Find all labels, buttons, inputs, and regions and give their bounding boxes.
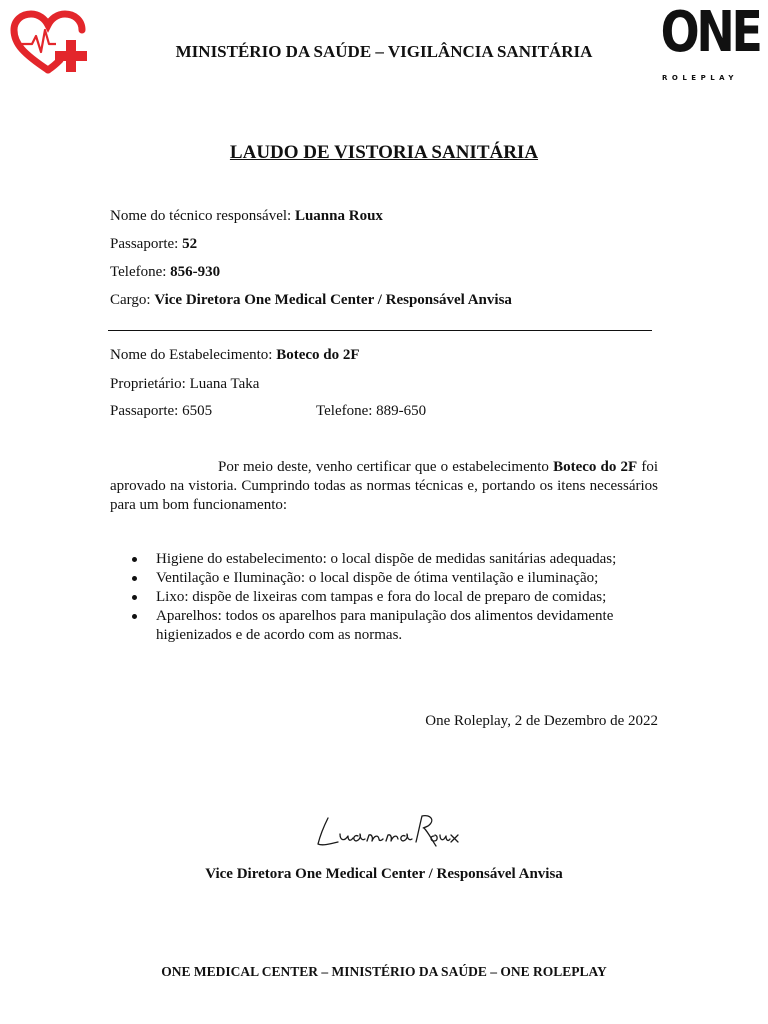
header-title: MINISTÉRIO DA SAÚDE – VIGILÂNCIA SANITÁRIA: [175, 42, 593, 61]
establishment-phone-value: 889-650: [376, 403, 427, 419]
technician-role-label: Cargo:: [110, 292, 151, 308]
bullet-icon: [132, 614, 137, 619]
establishment-passport-line: [110, 403, 212, 420]
technician-passport-value: 52: [182, 236, 198, 252]
establishment-name-line: [110, 347, 360, 364]
list-item-text: Aparelhos: todos os aparelhos para manipulação dos alimentos devidamente higienizados e de acordo com as normas.: [156, 608, 614, 643]
technician-role-line: [110, 292, 512, 309]
establishment-name-label: Nome do Estabelecimento:: [110, 347, 273, 363]
owner-line: [110, 376, 259, 393]
establishment-name-value: Boteco do 2F: [276, 347, 360, 363]
list-item-text: Higiene do estabelecimento: o local dispõe de medidas sanitárias adequadas;: [156, 551, 617, 567]
date-line: One Roleplay, 2 de Dezembro de 2022: [425, 713, 658, 729]
certification-establishment: Boteco do 2F: [553, 459, 638, 475]
list-item-text: Ventilação e Iluminação: o local dispõe de ótima ventilação e iluminação;: [156, 570, 599, 586]
technician-phone-line: [110, 264, 220, 281]
requirements-list: [110, 550, 670, 645]
list-item-text: Lixo: dispõe de lixeiras com tampas e fora do local de preparo de comidas;: [156, 589, 607, 605]
heart-cross-pulse-icon: [10, 10, 88, 76]
technician-role-value: Vice Diretora One Medical Center / Responsável Anvisa: [154, 292, 512, 308]
certification-rest: foi aprovado na vistoria. Cumprindo todas as normas técnicas e, portando os itens necessários para um bom funcionamento:: [110, 459, 658, 513]
technician-passport-line: [110, 236, 197, 253]
owner-value: Luana Taka: [189, 376, 260, 392]
logo-one-text: ONE: [660, 0, 760, 65]
signature-caption: Vice Diretora One Medical Center / Responsável Anvisa: [205, 866, 563, 882]
technician-passport-label: Passaporte:: [110, 236, 179, 252]
certification-intro: Por meio deste, venho certificar que o estabelecimento: [218, 459, 549, 475]
section-divider: [108, 330, 652, 331]
bullet-icon: [132, 557, 137, 562]
technician-phone-label: Telefone:: [110, 264, 167, 280]
establishment-phone-label: Telefone:: [316, 403, 373, 419]
logo-roleplay-text: ROLEPLAY: [662, 74, 738, 82]
technician-name-line: [110, 208, 383, 225]
bullet-icon: [132, 576, 137, 581]
signature-image: [310, 806, 460, 856]
list-item: [110, 550, 670, 569]
technician-name-value: Luanna Roux: [294, 208, 383, 224]
certification-paragraph: [110, 458, 658, 515]
establishment-passport-value: 6505: [182, 403, 213, 419]
signature-name: [0, 0, 1, 1]
list-item: [110, 588, 670, 607]
one-roleplay-logo: [650, 0, 760, 86]
establishment-passport-label: Passaporte:: [110, 403, 179, 419]
document-title: LAUDO DE VISTORIA SANITÁRIA: [229, 142, 539, 163]
technician-phone-value: 856-930: [170, 264, 221, 280]
footer-text: ONE MEDICAL CENTER – MINISTÉRIO DA SAÚDE – ONE ROLEPLAY: [161, 964, 607, 979]
list-item: [110, 569, 670, 588]
establishment-phone-line: [316, 403, 426, 420]
bullet-icon: [132, 595, 137, 600]
list-item: [110, 607, 670, 645]
owner-label: Proprietário:: [110, 376, 186, 392]
technician-name-label: Nome do técnico responsável:: [110, 208, 292, 224]
